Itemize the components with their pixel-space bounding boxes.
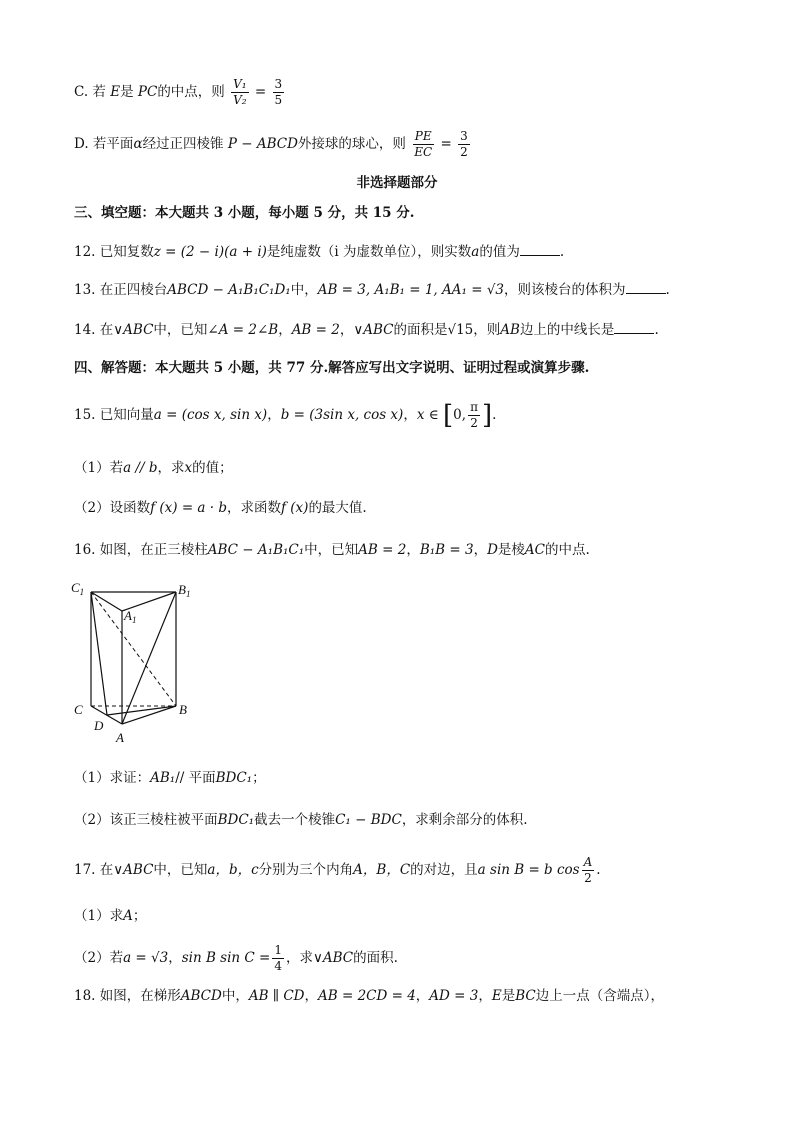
text-span: 4 xyxy=(274,959,282,973)
text-span: 15. 已知向量 xyxy=(74,407,154,423)
text-span: AB = 3, A₁B₁ = 1, AA₁ = √3 xyxy=(317,282,505,298)
text-span: 17. 在∨ xyxy=(74,862,124,878)
label-b1 xyxy=(178,582,190,599)
text-span: 是纯虚数（i 为虚数单位），则实数 xyxy=(266,244,472,260)
text-span: AB = 2 xyxy=(358,542,407,558)
text-span: √15 xyxy=(447,322,474,338)
label-a1 xyxy=(123,608,136,625)
text-span: AB₁ xyxy=(150,770,176,786)
text-span: 中， xyxy=(290,282,318,298)
text-span: ，则该棱台的体积为 xyxy=(504,282,626,298)
text-span: 13. 在正四棱台 xyxy=(74,282,168,298)
text-span: 的面积. xyxy=(353,950,398,966)
text-span: ABCD xyxy=(180,988,222,1004)
fraction xyxy=(273,77,285,108)
text-span: 16. 如图，在正三棱柱 xyxy=(74,542,208,558)
text-span: 2 xyxy=(470,416,478,430)
text-span: AC xyxy=(524,542,545,558)
text-span: （2）该正三棱柱被平面 xyxy=(74,812,218,828)
text: = xyxy=(440,136,452,152)
text-span: ，求剩余部分的体积. xyxy=(401,812,528,828)
text-span: a = (cos x, sin x) xyxy=(153,407,268,423)
text-span: AB = 2CD = 4 xyxy=(318,988,416,1004)
question-15-part-1 xyxy=(74,458,233,478)
label-a: A xyxy=(116,730,124,745)
text: 外接球的球心，则 xyxy=(297,136,406,152)
text-span: BDC₁ xyxy=(215,770,253,786)
part-title: 非选择题部分 xyxy=(356,175,438,191)
text-span: ； xyxy=(252,770,266,786)
text-span: （1）求 xyxy=(74,908,124,924)
text-span: 的面积是 xyxy=(393,322,448,338)
text-span: 边上的中线长是 xyxy=(519,322,615,338)
question-15-part-2 xyxy=(74,498,367,518)
text-span: b = (3sin x, cos x) xyxy=(280,407,404,423)
text-span: 3 xyxy=(460,129,468,143)
text-span: 中，已知 xyxy=(153,862,208,878)
answer-blank xyxy=(520,243,560,256)
option-c xyxy=(74,72,286,112)
question-17-part-2 xyxy=(74,940,398,976)
fraction xyxy=(412,129,434,160)
question-14 xyxy=(74,320,659,340)
text-span: 5 xyxy=(274,93,283,107)
text-span: ABC xyxy=(123,862,154,878)
text-span: ABCD − A₁B₁C₁D₁ xyxy=(167,282,291,298)
answer-blank xyxy=(614,321,654,334)
answer-blank xyxy=(626,281,666,294)
text-span: [ xyxy=(443,400,454,431)
text-span: ] xyxy=(481,400,493,431)
text-span: B xyxy=(178,582,186,597)
text-span: 的值为 xyxy=(479,244,520,260)
text-span: 2 xyxy=(460,145,468,159)
label-c: C xyxy=(74,702,83,717)
text-span: a，b，c xyxy=(207,862,259,878)
question-16-part-1 xyxy=(74,768,266,788)
edge-c1a1 xyxy=(91,592,122,611)
text-span: . xyxy=(654,322,659,338)
label-b: B xyxy=(179,702,187,717)
text-span: x xyxy=(184,460,193,476)
text-span: C xyxy=(71,580,80,595)
fraction xyxy=(231,77,248,108)
text-span: 2 xyxy=(584,871,592,885)
text: 的中点，则 xyxy=(157,84,225,100)
question-17-part-1 xyxy=(74,906,146,926)
question-16-part-2 xyxy=(74,810,528,830)
text-span: a = √3 xyxy=(123,950,169,966)
text-span: ； xyxy=(132,908,147,924)
text-span: 中，已知∠ xyxy=(153,322,219,338)
label-d: D xyxy=(94,718,104,733)
text-span: a // b xyxy=(123,460,158,476)
text-span: BDC₁ xyxy=(217,812,255,828)
text-span: ， xyxy=(278,322,292,338)
edge-ab xyxy=(122,706,176,724)
text-span: （2）设函数 xyxy=(74,500,151,516)
text-span: 是棱 xyxy=(497,542,525,558)
section-4-heading: 四、解答题：本大题共 5 小题，共 77 分.解答应写出文字说明、证明过程或演算步骤. xyxy=(74,360,590,376)
text-span: A，B，C xyxy=(353,862,411,878)
text: = xyxy=(254,84,267,100)
text-span: 1 xyxy=(131,615,137,625)
text-span: 的中点. xyxy=(544,542,590,558)
text-span: ，∨ xyxy=(339,322,364,338)
question-13 xyxy=(74,280,670,300)
text-span: PE xyxy=(414,129,432,143)
section-3-heading: 三、填空题：本大题共 3 小题，每小题 5 分，共 15 分. xyxy=(74,205,415,221)
text-span: （1）求证： xyxy=(74,770,151,786)
text-span: 1 xyxy=(79,587,85,597)
math: P − ABCD xyxy=(227,136,298,152)
text-span: 0, xyxy=(453,407,467,423)
label-c1 xyxy=(71,580,84,597)
text-span: ， xyxy=(415,988,430,1004)
text-span: // 平面 xyxy=(175,770,216,786)
text: 经过正四棱锥 xyxy=(142,136,224,152)
text-span: . xyxy=(596,862,601,878)
text-span: ， xyxy=(403,407,417,423)
text: C. 若 xyxy=(74,84,106,100)
text-span: ABC xyxy=(363,322,394,338)
prism-figure xyxy=(66,578,206,750)
math: α xyxy=(133,136,143,152)
text-span: 14. 在∨ xyxy=(74,322,124,338)
text-span: B₁B = 3 xyxy=(419,542,474,558)
question-12 xyxy=(74,242,564,262)
text-span: ， xyxy=(304,988,318,1004)
text-span: ，求 xyxy=(157,460,185,476)
text-span: x ∈ xyxy=(416,407,444,423)
text-span: 3 xyxy=(274,77,283,91)
text-span: C₁ − BDC xyxy=(335,812,402,828)
text: D. 若平面 xyxy=(74,136,134,152)
text-span: ABC xyxy=(123,322,154,338)
fraction xyxy=(458,129,470,160)
edge-db xyxy=(107,706,176,715)
text-span: f (x) = a · b xyxy=(150,500,227,516)
text-span: a xyxy=(471,244,480,260)
text-span: 截去一个棱锥 xyxy=(254,812,336,828)
text-span: （1）若 xyxy=(74,460,124,476)
text-span: D xyxy=(487,542,498,558)
text-span: 中， xyxy=(221,988,249,1004)
text-span: a sin B = b cos xyxy=(477,862,580,878)
text-span: . xyxy=(559,244,565,260)
text-span: AD = 3 xyxy=(429,988,479,1004)
text: 是 xyxy=(120,84,134,100)
text-span: A xyxy=(124,608,132,623)
text-span: 18. 如图，在梯形 xyxy=(74,988,181,1004)
text-span: 1 xyxy=(274,943,282,957)
text-span: BC xyxy=(515,988,536,1004)
text-span: 中，已知 xyxy=(304,542,359,558)
text-span: AB ∥ CD xyxy=(248,988,305,1004)
text-span: （2）若 xyxy=(74,950,124,966)
text-span: . xyxy=(665,282,670,298)
text-span: 是 xyxy=(501,988,516,1004)
text-span: ABC − A₁B₁C₁ xyxy=(207,542,305,558)
text-span: E xyxy=(491,988,502,1004)
text-span: ，求∨ xyxy=(285,950,323,966)
text-span: V₂ xyxy=(233,93,247,107)
text-span: . xyxy=(492,407,497,423)
text-span: z = (2 − i)(a + i) xyxy=(153,244,267,260)
text-span: EC xyxy=(414,145,433,159)
text-span: 1 xyxy=(185,589,191,599)
text-span: ， xyxy=(406,542,420,558)
text-span: V₁ xyxy=(233,77,247,91)
text-span: ， xyxy=(473,542,488,558)
text-span: 边上一点（含端点）， xyxy=(535,988,664,1004)
text-span: AB xyxy=(500,322,520,338)
text-span: AB = 2 xyxy=(291,322,340,338)
text-span: 的值； xyxy=(192,460,233,476)
text-span: ，则 xyxy=(473,322,501,338)
question-16 xyxy=(74,540,590,560)
question-15 xyxy=(74,398,496,433)
text-span: ， xyxy=(267,407,281,423)
text-span: 12. 已知复数 xyxy=(74,244,154,260)
text-span: ， xyxy=(168,950,182,966)
text-span: 的最大值. xyxy=(308,500,367,516)
question-18 xyxy=(74,986,664,1006)
math: E xyxy=(110,84,121,100)
text-span: f (x) xyxy=(281,500,309,516)
text-span: ABC xyxy=(322,950,354,966)
text-span: A xyxy=(583,855,593,869)
text-span: A = 2∠B xyxy=(218,322,279,338)
text-span: A xyxy=(123,908,133,924)
option-d xyxy=(74,124,472,164)
math: PC xyxy=(137,84,158,100)
text-span: ， xyxy=(478,988,492,1004)
text-span: π xyxy=(470,400,478,414)
text-span: sin B sin C = xyxy=(181,950,271,966)
text-span: 分别为三个内角 xyxy=(258,862,354,878)
text-span: ，求函数 xyxy=(227,500,281,516)
question-17 xyxy=(74,852,601,888)
text-span: 的对边，且 xyxy=(410,862,478,878)
